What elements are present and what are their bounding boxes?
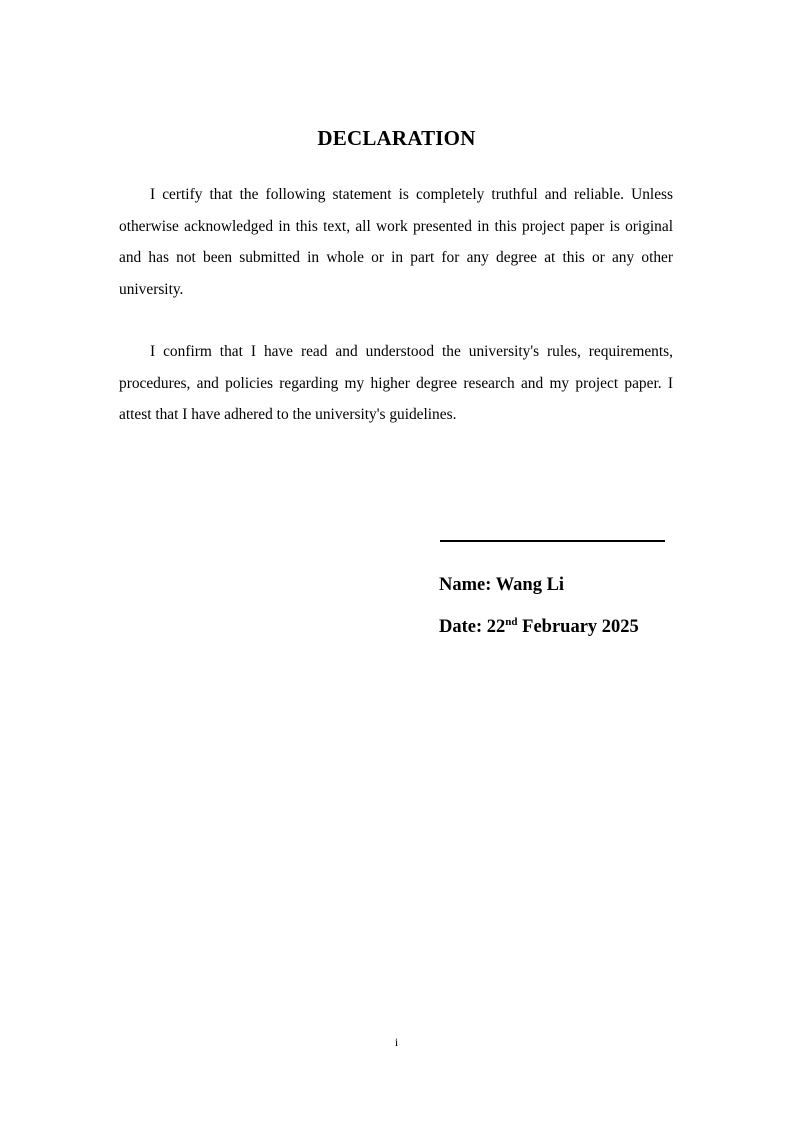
date-label: Date: [439, 617, 483, 637]
date-day: 22 [486, 617, 506, 637]
declaration-paragraph-confirm [119, 336, 673, 431]
date-month-year: February 2025 [522, 617, 639, 637]
date-ordinal-suffix: nd [505, 615, 518, 628]
paragraph-text: I confirm that I have read and understood the university's rules, requirements, procedures, and policies regarding my higher degree research and my project paper. I attest that I have adhered to the university's guidelines. [119, 343, 673, 423]
signature-date [439, 615, 639, 639]
page-number: i [394, 1035, 399, 1049]
paragraph-text: I certify that the following statement is completely truthful and reliable. Unless otherwise acknowledged in this text, all work presented in this project paper is original and has not been submitted in whole or in part for any degree at this or any other university. [119, 186, 673, 298]
declaration-paragraph-certify [119, 179, 673, 305]
signature-line [440, 540, 665, 542]
name-value: Wang Li [495, 575, 565, 595]
page-title: DECLARATION [317, 126, 476, 150]
signature-name [439, 573, 564, 597]
name-label: Name: [439, 575, 492, 595]
